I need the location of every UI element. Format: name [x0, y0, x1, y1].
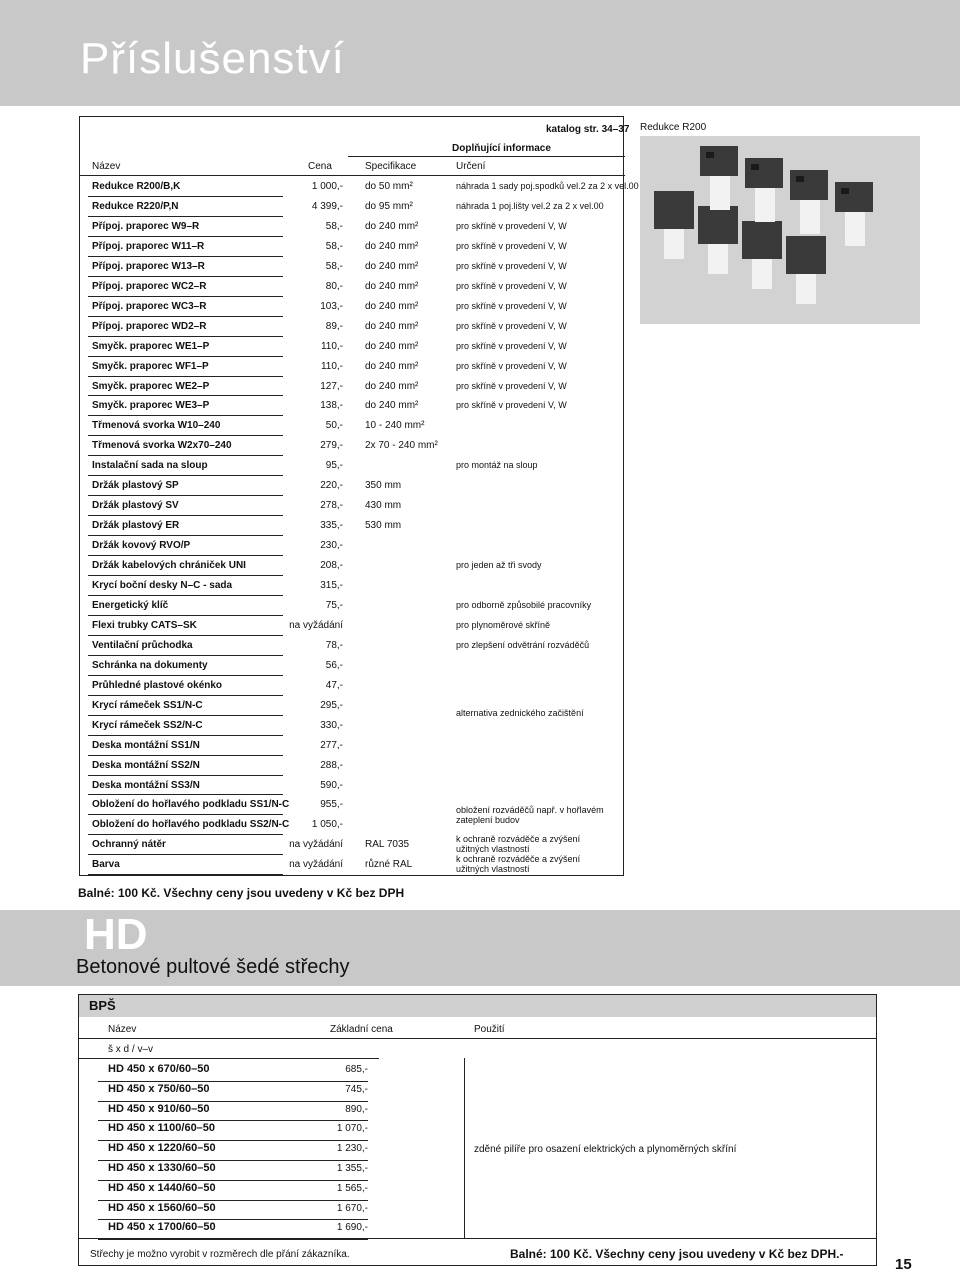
row-spec: 10 - 240 mm²	[365, 420, 425, 432]
dims-line	[79, 1058, 379, 1059]
row-name: Redukce R200/B,K	[92, 181, 181, 192]
row-price: 75,-	[325, 599, 343, 611]
row-price: 138,-	[320, 400, 343, 412]
row-name: Držák kovový RVO/P	[92, 540, 191, 552]
row-price: 315,-	[320, 580, 343, 591]
row-name: Deska montážní SS2/N	[92, 759, 200, 771]
row-spec: do 240 mm²	[365, 400, 419, 412]
table-row	[80, 476, 625, 496]
row-spec: 350 mm	[365, 480, 402, 492]
column-spec-header: Specifikace	[365, 161, 417, 172]
page-number: 15	[895, 1256, 912, 1273]
table-row	[80, 257, 625, 277]
row-use: k ochraně rozváděče a zvýšení užitných vlastností	[456, 854, 581, 875]
row-name: Smyčk. praporec WE3–P	[92, 400, 210, 412]
row-use: k ochraně rozváděče a zvýšení užitných vlastností	[456, 834, 581, 855]
row-use: pro plynoměrové skříně	[456, 619, 551, 630]
roof-row-divider	[98, 1219, 368, 1220]
row-spec: do 240 mm²	[365, 300, 419, 312]
row-use: pro skříně v provedení V, W	[456, 260, 567, 271]
table-row	[80, 237, 625, 257]
roof-row-name: HD 450 x 1700/60–50	[108, 1221, 216, 1234]
group-header: Doplňující informace	[452, 143, 551, 154]
row-price: 330,-	[320, 719, 343, 731]
table2-footer-note: Balné: 100 Kč. Všechny ceny jsou uvedeny v Kč bez DPH.-	[510, 1247, 844, 1261]
row-use: pro skříně v provedení V, W	[456, 340, 567, 351]
table-row	[80, 676, 625, 696]
roof-row-price: 1 355,-	[336, 1163, 368, 1174]
table-row	[80, 496, 625, 516]
row-price: 56,-	[325, 659, 343, 671]
row-name: Přípoj. praporec WC3–R	[92, 300, 207, 312]
row-name: Držák plastový SP	[92, 480, 179, 492]
row-name: Deska montážní SS1/N	[92, 739, 200, 751]
roof-row-name: HD 450 x 1330/60–50	[108, 1162, 216, 1174]
header-line	[79, 1038, 876, 1039]
table-row	[80, 217, 625, 237]
column-name-header: Název	[108, 1024, 137, 1035]
row-name: Přípoj. praporec W13–R	[92, 260, 205, 272]
table-row	[80, 855, 625, 875]
roof-row-name: HD 450 x 1440/60–50	[108, 1181, 216, 1194]
row-use: pro odborně způsobilé pracovníky	[456, 599, 592, 610]
row-spec: 530 mm	[365, 520, 402, 532]
roof-row-price: 1 690,-	[336, 1222, 368, 1234]
roof-row-price: 890,-	[345, 1103, 368, 1115]
roof-row-price: 1 565,-	[336, 1182, 368, 1194]
catalog-reference: katalog str. 34–37	[546, 124, 630, 135]
roof-row-divider	[98, 1140, 368, 1141]
roof-row-divider	[98, 1239, 368, 1240]
roof-row-price: 685,-	[345, 1064, 368, 1075]
row-price: 277,-	[320, 739, 343, 751]
table-row	[80, 456, 625, 476]
table-row	[80, 337, 625, 357]
column-use-header: Použití	[474, 1024, 505, 1035]
row-price: 288,-	[320, 759, 343, 771]
table-row	[80, 756, 625, 776]
column-price-header: Cena	[308, 161, 332, 172]
merged-use-frame: alternativa zednického začištění	[456, 707, 584, 718]
roof-row-name: HD 450 x 670/60–50	[108, 1063, 210, 1075]
row-name: Přípoj. praporec WC2–R	[92, 280, 207, 292]
row-use: pro skříně v provedení V, W	[456, 220, 567, 231]
table-row	[80, 396, 625, 416]
row-use: pro skříně v provedení V, W	[456, 360, 567, 371]
table-row	[80, 636, 625, 656]
row-price: 955,-	[320, 799, 343, 811]
row-price: 335,-	[320, 520, 343, 532]
table-row	[80, 776, 625, 796]
group-header-line	[348, 156, 625, 157]
row-price: na vyžádání	[289, 619, 343, 631]
row-name: Energetický klíč	[92, 599, 169, 611]
roof-row-name: HD 450 x 1220/60–50	[108, 1142, 216, 1155]
row-price: 127,-	[320, 380, 343, 392]
table-row	[80, 317, 625, 337]
row-price: 58,-	[325, 260, 343, 272]
row-name: Obložení do hořlavého podkladu SS1/N-C	[92, 799, 290, 811]
roof-row-name: HD 450 x 910/60–50	[108, 1102, 210, 1115]
row-divider	[88, 874, 283, 875]
roof-row-divider	[98, 1081, 368, 1082]
photo-caption: Redukce R200	[640, 122, 707, 133]
page-title: Příslušenství	[80, 34, 345, 83]
row-spec: do 240 mm²	[365, 280, 419, 292]
row-name: Obložení do hořlavého podkladu SS2/N-C	[92, 819, 290, 831]
row-name: Smyčk. praporec WE1–P	[92, 340, 210, 352]
row-price: 230,-	[320, 540, 343, 552]
row-use: pro skříně v provedení V, W	[456, 320, 567, 331]
row-name: Flexi trubky CATS–SK	[92, 619, 197, 631]
column-name-header: Název	[92, 161, 121, 172]
row-spec: 430 mm	[365, 500, 402, 512]
row-name: Krycí rámeček SS2/N-C	[92, 719, 203, 731]
row-use: náhrada 1 sady poj.spodků vel.2 za 2 x vel.00	[456, 181, 639, 191]
row-spec: 2x 70 - 240 mm²	[365, 440, 438, 452]
row-price: 58,-	[325, 220, 343, 232]
roof-row-divider	[98, 1180, 368, 1181]
roof-row-name: HD 450 x 750/60–50	[108, 1082, 210, 1095]
row-price: 89,-	[325, 320, 343, 332]
row-name: Krycí boční desky N–C - sada	[92, 580, 233, 591]
dims-label: š x d / v–v	[108, 1044, 154, 1055]
row-price: 103,-	[320, 300, 343, 312]
roof-row-price: 1 230,-	[336, 1143, 368, 1155]
row-spec: do 240 mm²	[365, 320, 419, 332]
row-use: náhrada 1 poj.lišty vel.2 za 2 x vel.00	[456, 200, 604, 211]
row-use: pro skříně v provedení V, W	[456, 240, 567, 251]
column-price-header: Základní cena	[330, 1024, 393, 1035]
reduction-module-illustration	[640, 136, 920, 324]
hd-logo: HD	[84, 910, 148, 959]
table-row	[80, 616, 625, 636]
row-price: na vyžádání	[289, 859, 343, 871]
row-use: pro zlepšení odvětrání rozváděčů	[456, 639, 590, 650]
row-use: pro skříně v provedení V, W	[456, 400, 567, 411]
row-price: 110,-	[320, 360, 343, 372]
row-price: 295,-	[320, 699, 343, 711]
roof-row-divider	[98, 1101, 368, 1102]
row-price: 78,-	[325, 639, 343, 651]
section-band	[79, 995, 876, 1017]
table-row	[80, 436, 625, 456]
table-row	[80, 596, 625, 616]
table1-footer-note: Balné: 100 Kč. Všechny ceny jsou uvedeny v Kč bez DPH	[78, 886, 405, 900]
accessories-table	[79, 116, 639, 876]
table-row	[80, 277, 625, 297]
row-name: Ochranný nátěr	[92, 839, 166, 851]
row-price: 278,-	[320, 500, 343, 512]
row-name: Smyčk. praporec WE2–P	[92, 380, 210, 392]
footer-line	[79, 1238, 876, 1239]
hd-subtitle: Betonové pultové šedé střechy	[76, 956, 350, 978]
row-price: 58,-	[325, 240, 343, 252]
row-name: Třmenová svorka W10–240	[92, 420, 221, 432]
section-label: BPŠ	[89, 998, 116, 1013]
table-row	[80, 556, 625, 576]
row-price: 110,-	[320, 340, 343, 352]
roof-use: zděné pilíře pro osazení elektrických a plynoměrných skříní	[474, 1144, 737, 1155]
row-price: 95,-	[325, 460, 343, 472]
row-name: Přípoj. praporec W11–R	[92, 240, 205, 252]
row-spec: do 240 mm²	[365, 360, 419, 372]
table-row	[80, 835, 625, 855]
table-row	[80, 516, 625, 536]
roof-row-divider	[98, 1120, 368, 1121]
row-spec: do 240 mm²	[365, 260, 419, 272]
row-spec: do 95 mm²	[365, 200, 413, 212]
table-row	[80, 357, 625, 377]
row-spec: do 50 mm²	[365, 181, 413, 192]
row-name: Barva	[92, 859, 120, 871]
roof-row-price: 1 670,-	[336, 1202, 368, 1214]
row-use: pro skříně v provedení V, W	[456, 380, 567, 391]
row-name: Instalační sada na sloup	[92, 460, 208, 472]
row-price: 4 399,-	[311, 200, 343, 212]
merged-use-lining: obložení rozváděčů např. v hořlavém zateplení budov	[456, 805, 604, 826]
row-name: Přípoj. praporec W9–R	[92, 220, 200, 232]
table-row	[80, 736, 625, 756]
row-use: pro skříně v provedení V, W	[456, 280, 567, 291]
row-use: pro skříně v provedení V, W	[456, 300, 567, 311]
row-name: Třmenová svorka W2x70–240	[92, 440, 232, 452]
row-price: na vyžádání	[289, 839, 343, 851]
row-name: Držák plastový ER	[92, 520, 180, 532]
roof-row-price: 745,-	[345, 1083, 368, 1095]
row-name: Držák kabelových chrániček UNI	[92, 560, 246, 572]
row-spec: do 240 mm²	[365, 220, 419, 232]
row-price: 208,-	[320, 560, 343, 572]
row-spec: různé RAL	[365, 859, 413, 871]
row-name: Průhledné plastové okénko	[92, 679, 223, 691]
row-name: Schránka na dokumenty	[92, 659, 208, 671]
row-name: Krycí rámeček SS1/N-C	[92, 699, 203, 711]
row-spec: RAL 7035	[365, 839, 410, 851]
row-price: 80,-	[325, 280, 343, 292]
product-photo	[640, 136, 920, 324]
row-name: Smyčk. praporec WF1–P	[92, 360, 209, 372]
row-price: 279,-	[320, 440, 343, 452]
row-price: 1 000,-	[311, 181, 343, 192]
table-row	[80, 656, 625, 676]
row-name: Držák plastový SV	[92, 500, 179, 512]
row-spec: do 240 mm²	[365, 340, 419, 352]
table-row	[80, 416, 625, 436]
row-name: Deska montážní SS3/N	[92, 779, 200, 791]
roof-row-divider	[98, 1160, 368, 1161]
row-price: 1 050,-	[311, 819, 343, 831]
row-price: 50,-	[325, 420, 343, 432]
row-price: 47,-	[325, 679, 343, 691]
table-row	[80, 377, 625, 397]
roof-row-divider	[98, 1200, 368, 1201]
row-use: pro montáž na sloup	[456, 460, 538, 471]
row-name: Přípoj. praporec WD2–R	[92, 320, 207, 332]
use-divider	[464, 1058, 465, 1238]
row-name: Redukce R220/P,N	[92, 200, 179, 212]
table-row	[80, 297, 625, 317]
row-price: 220,-	[320, 480, 343, 492]
row-spec: do 240 mm²	[365, 240, 419, 252]
roof-row-name: HD 450 x 1100/60–50	[108, 1122, 216, 1135]
roof-row-name: HD 450 x 1560/60–50	[108, 1201, 216, 1214]
table-row	[80, 576, 625, 596]
table-row	[80, 716, 625, 736]
row-price: 590,-	[320, 779, 343, 791]
header-line	[80, 175, 625, 176]
row-name: Ventilační průchodka	[92, 639, 193, 651]
custom-size-note: Střechy je možno vyrobit v rozměrech dle přání zákazníka.	[90, 1249, 350, 1260]
row-use: pro jeden až tři svody	[456, 560, 542, 571]
column-use-header: Určení	[456, 161, 486, 172]
row-spec: do 240 mm²	[365, 380, 419, 392]
roof-row-price: 1 070,-	[336, 1123, 368, 1135]
table-row	[80, 177, 639, 197]
table-row	[80, 197, 625, 217]
table-row	[80, 536, 625, 556]
